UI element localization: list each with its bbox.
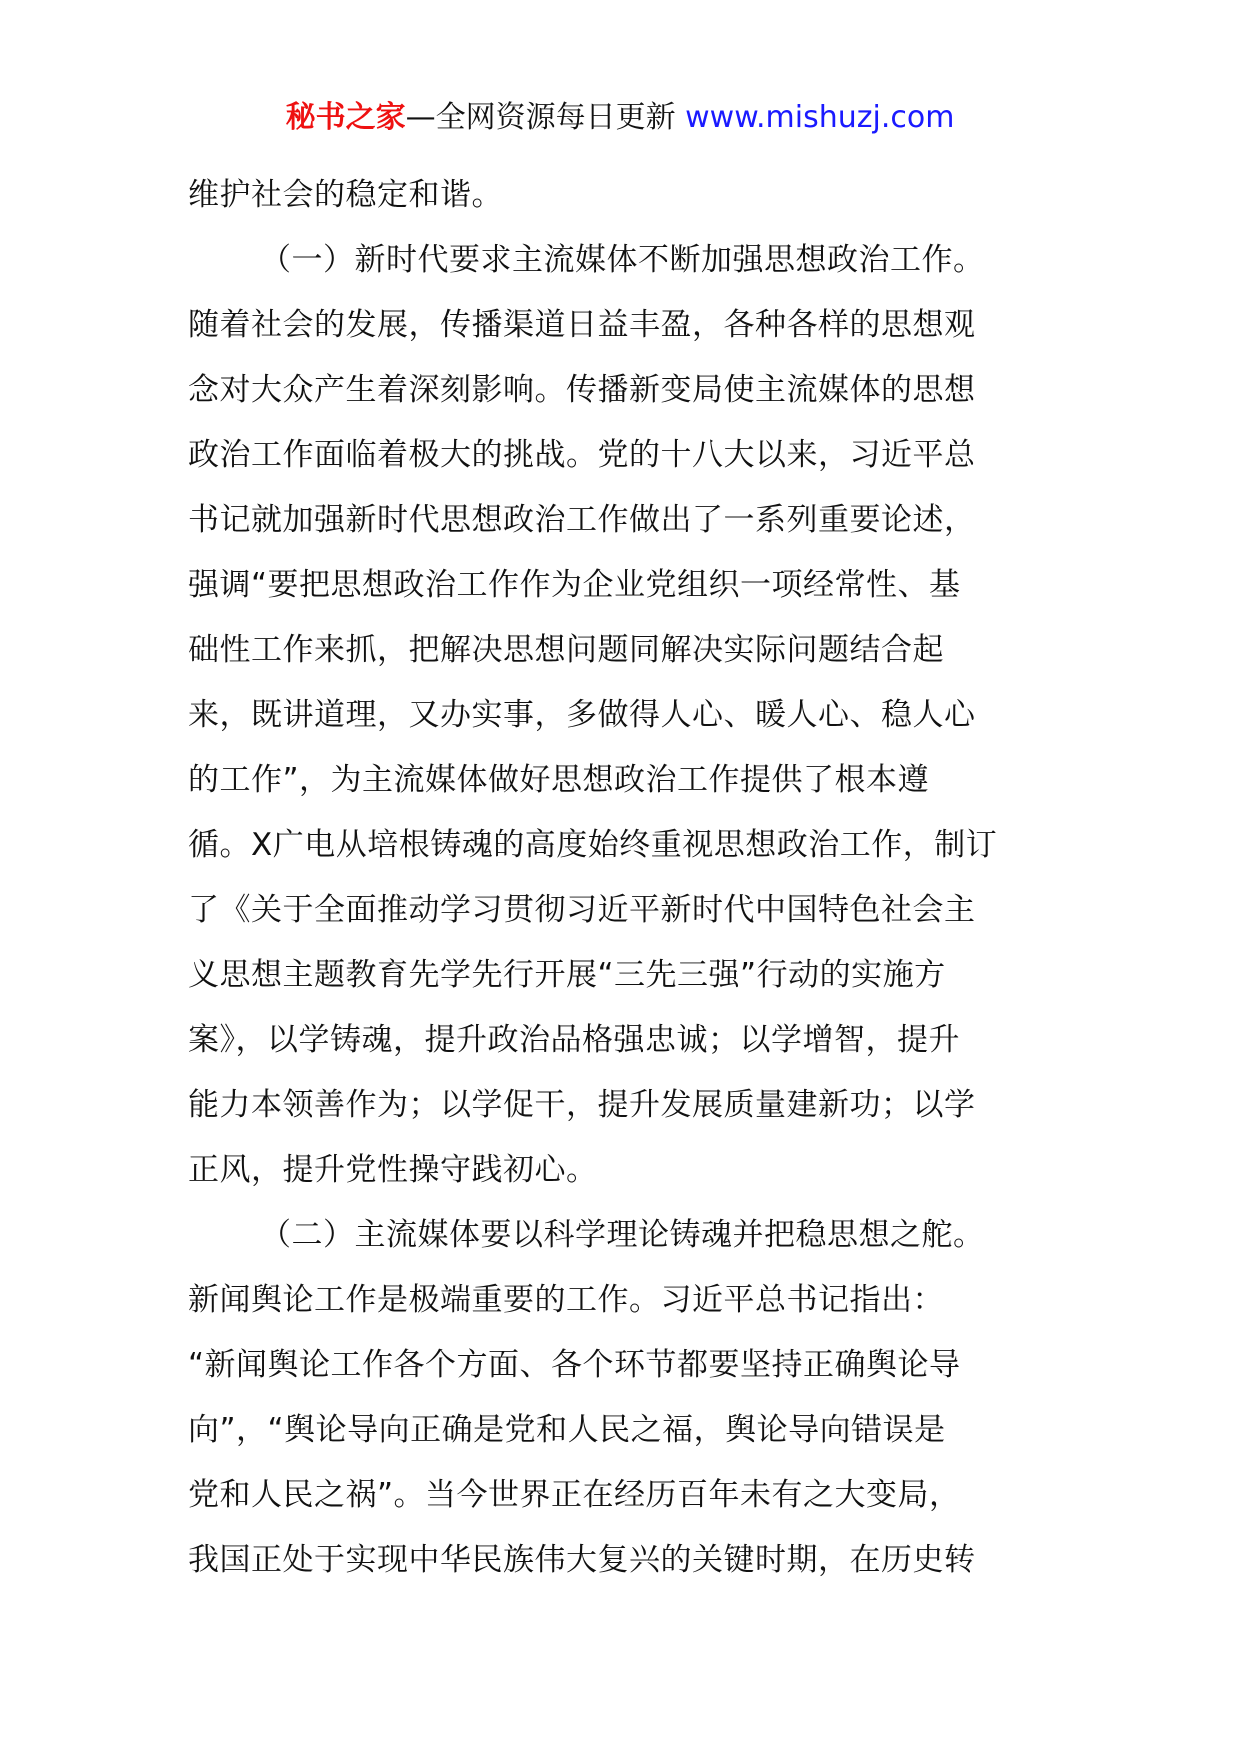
text-line: 新闻舆论工作是极端重要的工作。习近平总书记指出： [188,1282,944,1318]
text-line: 向”，“舆论导向正确是党和人民之福，舆论导向错误是 [188,1412,946,1448]
text-line: 来，既讲道理，又办实事，多做得人心、暖人心、稳人心 [188,697,976,733]
text-line: 了《关于全面推动学习贯彻习近平新时代中国特色社会主 [188,892,976,928]
text-line: 的工作”，为主流媒体做好思想政治工作提供了根本遵 [188,762,930,798]
text-line: 党和人民之祸”。当今世界正在经历百年未有之大变局， [188,1477,961,1513]
brand-name: 秘书之家 [285,100,406,135]
text-line: 我国正处于实现中华民族伟大复兴的关键时期，在历史转 [188,1542,976,1578]
text-line: 循。X广电从培根铸魂的高度始终重视思想政治工作，制订 [188,827,998,863]
text-line: 能力本领善作为；以学促干，提升发展质量建新功；以学 [188,1087,976,1123]
text-line: 础性工作来抓，把解决思想问题同解决实际问题结合起 [188,632,944,668]
text-line: 维护社会的稳定和谐。 [188,177,503,213]
header-tagline: —全网资源每日更新 [405,100,686,135]
document-body [188,163,1068,1593]
section-heading-1: （一）新时代要求主流媒体不断加强思想政治工作。 [260,242,985,278]
text-line: 随着社会的发展，传播渠道日益丰盈，各种各样的思想观 [188,307,976,343]
text-line: 政治工作面临着极大的挑战。党的十八大以来，习近平总 [188,437,976,473]
text-line: 义思想主题教育先学先行开展“三先三强”行动的实施方 [188,957,946,993]
text-line: 念对大众产生着深刻影响。传播新变局使主流媒体的思想 [188,372,976,408]
text-line: “新闻舆论工作各个方面、各个环节都要坚持正确舆论导 [188,1347,961,1383]
watermark-header [0,98,1240,138]
section-heading-2: （二）主流媒体要以科学理论铸魂并把稳思想之舵。 [260,1217,985,1253]
header-url[interactable]: www.mishuzj.com [685,100,955,135]
text-line: 书记就加强新时代思想政治工作做出了一系列重要论述， [188,502,976,538]
text-line: 正风，提升党性操守践初心。 [188,1152,598,1188]
text-line: 强调“要把思想政治工作作为企业党组织一项经常性、基 [188,567,961,603]
text-line: 案》，以学铸魂，提升政治品格强忠诚；以学增智，提升 [188,1022,960,1058]
